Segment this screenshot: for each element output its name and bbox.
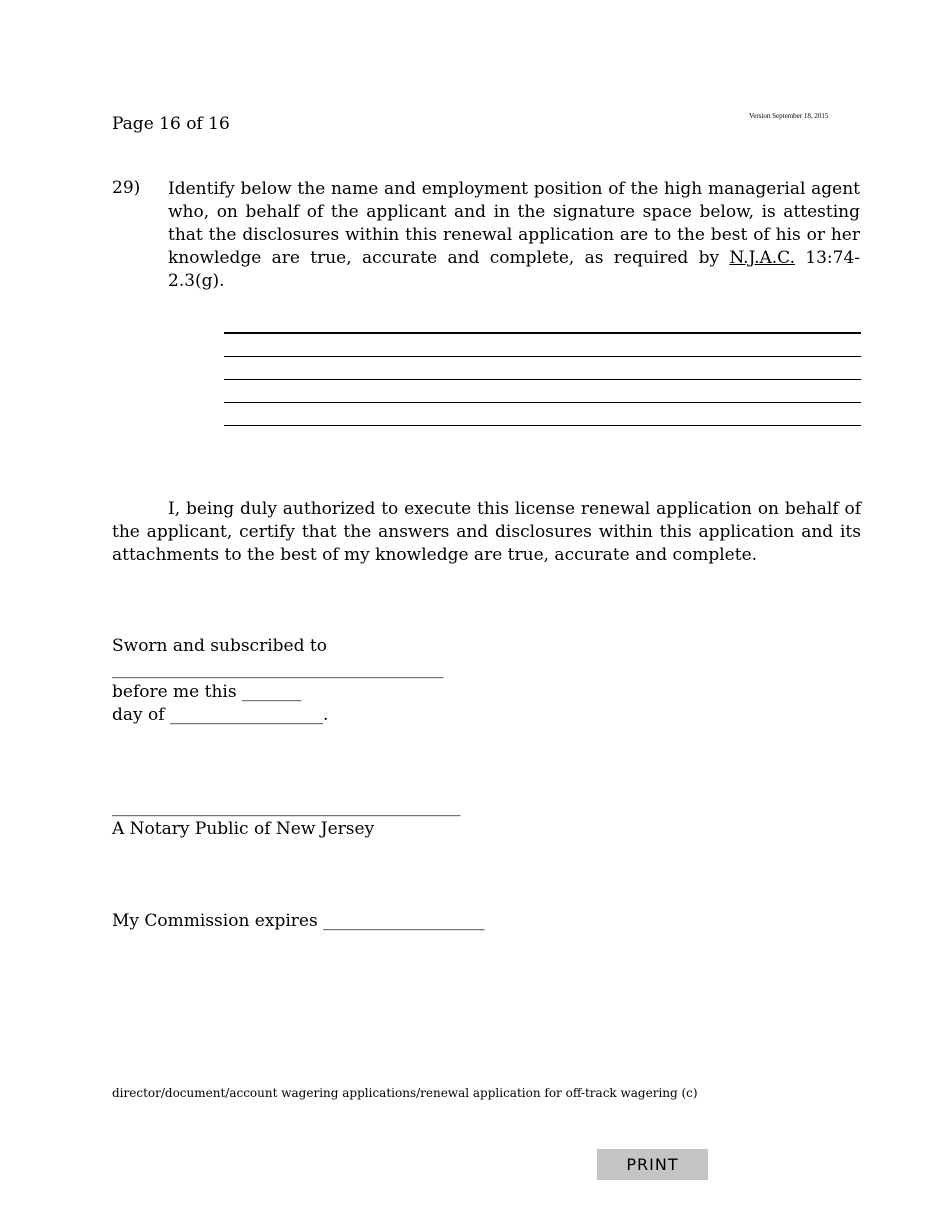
notary-signature-line[interactable]: _________________________________________ xyxy=(112,797,461,817)
question-text xyxy=(168,178,860,293)
certification-statement: I, being duly authorized to execute this license renewal application on behalf of the applicant, certify that the answers and disclosures within this application and its attachments to the best of my knowledge are true, accurate and complete. xyxy=(112,499,861,565)
notary-label: A Notary Public of New Jersey xyxy=(112,819,375,839)
sworn-label: Sworn and subscribed to xyxy=(112,636,327,656)
answer-line-2[interactable] xyxy=(224,356,861,357)
version-label: Version September 18, 2015 xyxy=(749,112,829,120)
page-number: Page 16 of 16 xyxy=(112,114,230,134)
before-me-field[interactable]: before me this _______ xyxy=(112,682,302,702)
footer-path: director/document/account wagering applications/renewal application for off-track wagering (c) xyxy=(112,1086,698,1100)
print-button[interactable]: PRINT xyxy=(597,1149,708,1180)
commission-expires-field[interactable]: My Commission expires ___________________ xyxy=(112,911,485,931)
question-text-after: 13:74-2.3(g). xyxy=(168,248,861,291)
answer-line-1[interactable] xyxy=(224,332,861,334)
answer-line-3[interactable] xyxy=(224,379,861,380)
answer-line-5[interactable] xyxy=(224,425,861,426)
day-of-field[interactable]: day of __________________. xyxy=(112,705,329,725)
sworn-signature-line[interactable]: _______________________________________ xyxy=(112,659,444,679)
question-number: 29) xyxy=(112,178,141,198)
njac-reference: N.J.A.C. xyxy=(729,248,795,268)
answer-line-4[interactable] xyxy=(224,402,861,403)
question-text-before: Identify below the name and employment position of the high managerial agent who, on behalf of the applicant and in the signature space below, is attesting that the disclosures within this renewal application are to the best of his or her knowledge are true, accurate and complete, as required by xyxy=(168,179,860,268)
